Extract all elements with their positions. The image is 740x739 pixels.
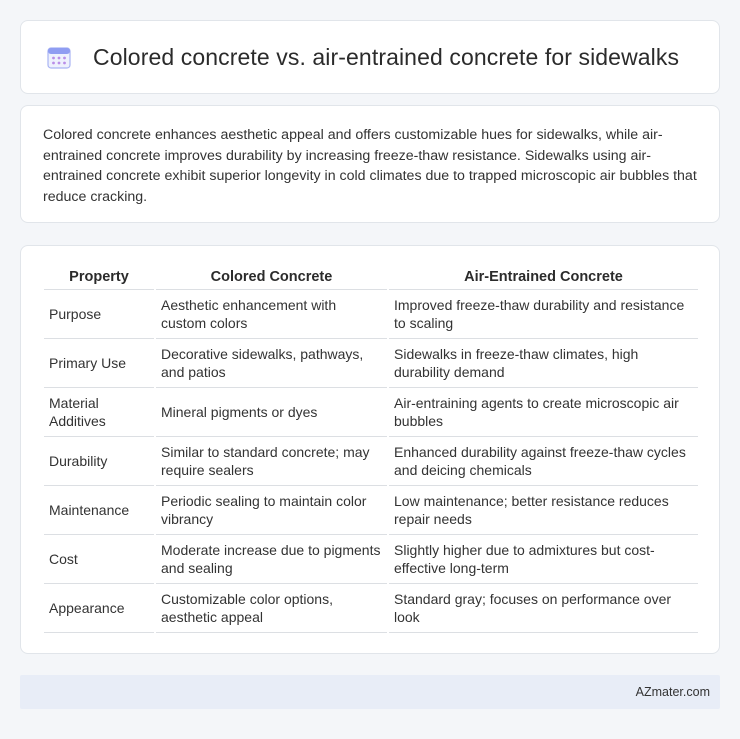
row-air-entrained-value: Slightly higher due to admixtures but cost-effective long-term bbox=[389, 535, 698, 584]
page-title: Colored concrete vs. air-entrained concrete for sidewalks bbox=[93, 43, 680, 70]
comparison-table-card bbox=[20, 245, 720, 654]
row-air-entrained-value: Low maintenance; better resistance reduces repair needs bbox=[389, 486, 698, 535]
table-row bbox=[44, 486, 698, 535]
table-row bbox=[44, 290, 698, 339]
row-air-entrained-value: Air-entraining agents to create microscopic air bubbles bbox=[389, 388, 698, 437]
row-air-entrained-value: Sidewalks in freeze-thaw climates, high durability demand bbox=[389, 339, 698, 388]
row-air-entrained-value: Standard gray; focuses on performance over look bbox=[389, 584, 698, 633]
footer-site-link[interactable]: AZmater.com bbox=[635, 685, 710, 699]
header-colored-concrete: Colored Concrete bbox=[156, 266, 387, 290]
row-colored-value: Mineral pigments or dyes bbox=[156, 388, 387, 437]
row-property: Material Additives bbox=[44, 388, 154, 437]
header-property: Property bbox=[44, 266, 154, 290]
row-colored-value: Moderate increase due to pigments and sealing bbox=[156, 535, 387, 584]
row-property: Purpose bbox=[44, 290, 154, 339]
title-card bbox=[20, 20, 720, 94]
table-row bbox=[44, 535, 698, 584]
row-property: Primary Use bbox=[44, 339, 154, 388]
table-row bbox=[44, 339, 698, 388]
row-colored-value: Periodic sealing to maintain color vibrancy bbox=[156, 486, 387, 535]
row-colored-value: Customizable color options, aesthetic appeal bbox=[156, 584, 387, 633]
row-air-entrained-value: Improved freeze-thaw durability and resistance to scaling bbox=[389, 290, 698, 339]
header-air-entrained-concrete: Air-Entrained Concrete bbox=[389, 266, 698, 290]
row-property: Maintenance bbox=[44, 486, 154, 535]
comparison-table bbox=[42, 266, 700, 633]
footer bbox=[20, 675, 720, 709]
summary-text: Colored concrete enhances aesthetic appeal and offers customizable hues for sidewalks, while air-entrained concrete improves durability by increasing freeze-thaw resistance. Sidewalks using air-entrained concrete exhibit superior longevity in cold climates due to trapped microscopic air bubbles that reduce cracking. bbox=[43, 127, 697, 205]
row-property: Appearance bbox=[44, 584, 154, 633]
summary-card bbox=[20, 105, 720, 223]
row-air-entrained-value: Enhanced durability against freeze-thaw cycles and deicing chemicals bbox=[389, 437, 698, 486]
row-colored-value: Decorative sidewalks, pathways, and patios bbox=[156, 339, 387, 388]
row-property: Durability bbox=[44, 437, 154, 486]
row-property: Cost bbox=[44, 535, 154, 584]
calendar-icon bbox=[45, 43, 73, 71]
table-row bbox=[44, 437, 698, 486]
table-row bbox=[44, 584, 698, 633]
table-header-row bbox=[44, 266, 698, 290]
row-colored-value: Aesthetic enhancement with custom colors bbox=[156, 290, 387, 339]
row-colored-value: Similar to standard concrete; may require sealers bbox=[156, 437, 387, 486]
table-row bbox=[44, 388, 698, 437]
